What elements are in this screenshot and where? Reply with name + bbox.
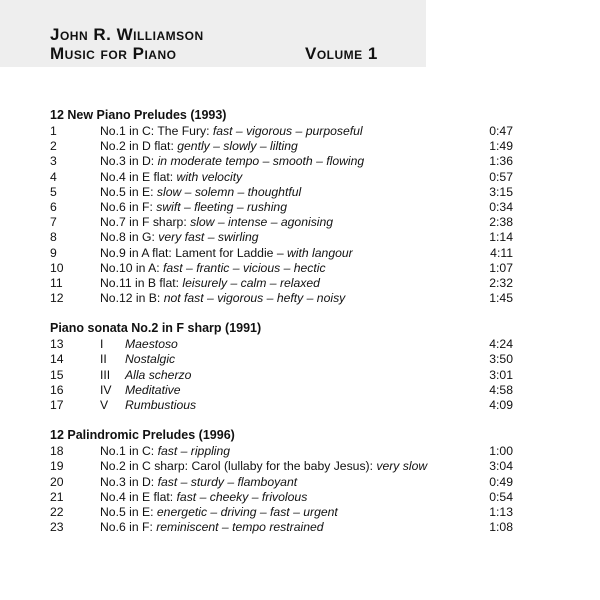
tempo-description: fast – vigorous – purposeful (212, 124, 363, 138)
track-number: 1 (50, 124, 57, 138)
track-duration: 3:01 (489, 367, 513, 382)
tempo-description: with langour (287, 245, 353, 260)
tempo-description: swift – fleeting – rushing (156, 199, 287, 214)
track-number: 9 (50, 245, 57, 260)
movement-title: Alla scherzo (125, 367, 192, 382)
track-duration: 3:50 (489, 352, 513, 367)
composer-name: John R. Williamson (50, 25, 204, 44)
track-number: 7 (50, 215, 57, 230)
track-title-prefix: No.2 in D flat: (100, 139, 178, 154)
track-row (0, 200, 600, 215)
tempo-description: fast – rippling (157, 444, 231, 459)
track-number: 8 (50, 230, 57, 245)
track-row (0, 490, 600, 505)
track-title-prefix: No.7 in F sharp: (100, 215, 191, 230)
track-row (0, 170, 600, 185)
track-title (100, 200, 287, 215)
track-duration: 2:38 (489, 215, 513, 230)
track-number: 15 (50, 367, 64, 382)
track-title-prefix: No.9 in A flat: Lament for Laddie – (100, 245, 287, 260)
track-row (0, 246, 600, 261)
section-3 (0, 427, 600, 535)
track-duration: 1:45 (489, 291, 513, 306)
track-number: 2 (50, 139, 57, 154)
track-title (100, 459, 427, 474)
track-row (0, 261, 600, 276)
track-title (100, 276, 320, 291)
track-title (100, 124, 363, 139)
track-duration: 0:57 (489, 169, 513, 184)
track-row (0, 505, 600, 520)
section-2 (0, 320, 600, 413)
track-row (0, 368, 600, 383)
track-title (100, 490, 307, 505)
track-number: 16 (50, 382, 64, 397)
track-duration: 0:49 (489, 474, 513, 489)
tempo-description: fast – cheeky – frivolous (176, 489, 308, 504)
tempo-description: very slow (376, 459, 428, 474)
movement-number: V (100, 398, 109, 412)
track-number: 22 (50, 504, 64, 519)
track-row (0, 398, 600, 413)
track-number: 11 (50, 275, 63, 290)
movement-title: Nostalgic (125, 352, 176, 367)
tempo-description: very fast – swirling (158, 230, 259, 245)
track-title (100, 291, 345, 306)
track-duration: 3:15 (489, 184, 513, 199)
track-row (0, 276, 600, 291)
track-duration: 1:13 (489, 504, 513, 519)
track-duration: 1:49 (489, 139, 513, 154)
track-duration: 1:36 (489, 154, 513, 169)
track-number: 12 (50, 291, 64, 306)
track-row (0, 444, 600, 459)
track-duration: 0:34 (489, 199, 513, 214)
track-title-prefix: No.4 in E flat: (100, 169, 177, 184)
volume-label: Volume 1 (305, 44, 378, 63)
track-title-prefix: No.5 in E: (100, 184, 157, 199)
track-title-prefix: No.2 in C sharp: Carol (lullaby for the baby Jesus): (100, 459, 377, 474)
tempo-description: reminiscent – tempo restrained (156, 520, 324, 535)
tempo-description: not fast – vigorous – hefty – noisy (163, 291, 346, 306)
track-title (100, 505, 338, 520)
track-number: 13 (50, 337, 64, 352)
tempo-description: in moderate tempo – smooth – flowing (157, 154, 365, 169)
track-duration: 2:32 (489, 275, 513, 290)
tempo-description: gently – slowly – lilting (177, 139, 298, 154)
track-title (100, 139, 298, 154)
track-title-prefix: No.6 in F: (100, 199, 157, 214)
track-number: 3 (50, 154, 57, 169)
track-title-prefix: No.12 in B: (100, 291, 164, 306)
tempo-description: fast – frantic – vicious – hectic (163, 260, 326, 275)
track-title (100, 154, 364, 169)
track-number: 6 (50, 199, 57, 214)
track-number: 5 (50, 184, 57, 199)
track-title-prefix: No.8 in G: (100, 230, 159, 245)
track-title (100, 230, 259, 245)
track-row (0, 352, 600, 367)
track-number: 14 (50, 352, 64, 367)
track-title-prefix: No.3 in D: (100, 474, 158, 489)
track-number: 17 (50, 398, 64, 412)
movement-number: I (100, 337, 104, 352)
track-title-prefix: No.1 in C: (100, 444, 158, 459)
track-row (0, 215, 600, 230)
track-row (0, 291, 600, 306)
track-duration: 1:07 (489, 260, 513, 275)
track-row (0, 230, 600, 245)
movement-title: Meditative (125, 382, 181, 397)
track-row (0, 139, 600, 154)
track-duration: 1:08 (489, 520, 513, 535)
tempo-description: slow – intense – agonising (190, 215, 334, 230)
track-title (100, 170, 242, 185)
track-title (100, 215, 333, 230)
track-number: 18 (50, 444, 64, 459)
track-row (0, 520, 600, 535)
track-row (0, 124, 600, 139)
track-title (100, 185, 301, 200)
movement-number: II (100, 352, 107, 367)
movement-title: Rumbustious (125, 398, 197, 412)
track-title-prefix: No.11 in B flat: (100, 275, 183, 290)
track-row (0, 185, 600, 200)
track-title (100, 520, 324, 535)
track-title-prefix: No.3 in D: (100, 154, 158, 169)
track-row (0, 154, 600, 169)
track-title-prefix: No.5 in E: (100, 504, 157, 519)
track-duration: 4:09 (489, 398, 513, 412)
track-duration: 4:11 (490, 245, 513, 260)
track-title (100, 475, 297, 490)
track-duration: 4:24 (489, 337, 513, 352)
section-title: 12 Palindromic Preludes (1996) (50, 428, 235, 443)
track-duration: 1:00 (489, 444, 513, 459)
track-duration: 4:58 (489, 382, 513, 397)
tempo-description: slow – solemn – thoughtful (156, 184, 302, 199)
tempo-description: with velocity (176, 169, 243, 184)
tempo-description: energetic – driving – fast – urgent (156, 504, 338, 519)
tempo-description: leisurely – calm – relaxed (182, 275, 320, 290)
track-number: 20 (50, 474, 64, 489)
tempo-description: fast – sturdy – flamboyant (157, 474, 298, 489)
movement-title: Maestoso (125, 337, 178, 352)
movement-number: III (100, 367, 111, 382)
track-title-prefix: No.1 in C: The Fury: (100, 124, 213, 138)
track-number: 4 (50, 169, 57, 184)
track-number: 19 (50, 459, 64, 474)
track-row (0, 337, 600, 352)
section-title: 12 New Piano Preludes (1993) (50, 108, 227, 122)
section-title: Piano sonata No.2 in F sharp (1991) (50, 321, 262, 336)
track-row (0, 459, 600, 474)
track-title-prefix: No.6 in F: (100, 520, 157, 535)
track-duration: 3:04 (489, 459, 513, 474)
track-duration: 1:14 (489, 230, 513, 245)
track-title-prefix: No.10 in A: (100, 260, 164, 275)
track-title (100, 246, 353, 261)
movement-number: IV (100, 382, 112, 397)
track-title-prefix: No.4 in E flat: (100, 489, 177, 504)
track-number: 10 (50, 260, 64, 275)
track-listing (0, 107, 600, 549)
track-title (100, 261, 326, 276)
track-duration: 0:47 (489, 124, 513, 138)
section-1 (0, 107, 600, 306)
album-title: Music for Piano (50, 44, 177, 63)
track-number: 23 (50, 520, 64, 535)
track-title (100, 444, 230, 459)
track-duration: 0:54 (489, 489, 513, 504)
track-row (0, 475, 600, 490)
track-number: 21 (50, 489, 64, 504)
track-row (0, 383, 600, 398)
